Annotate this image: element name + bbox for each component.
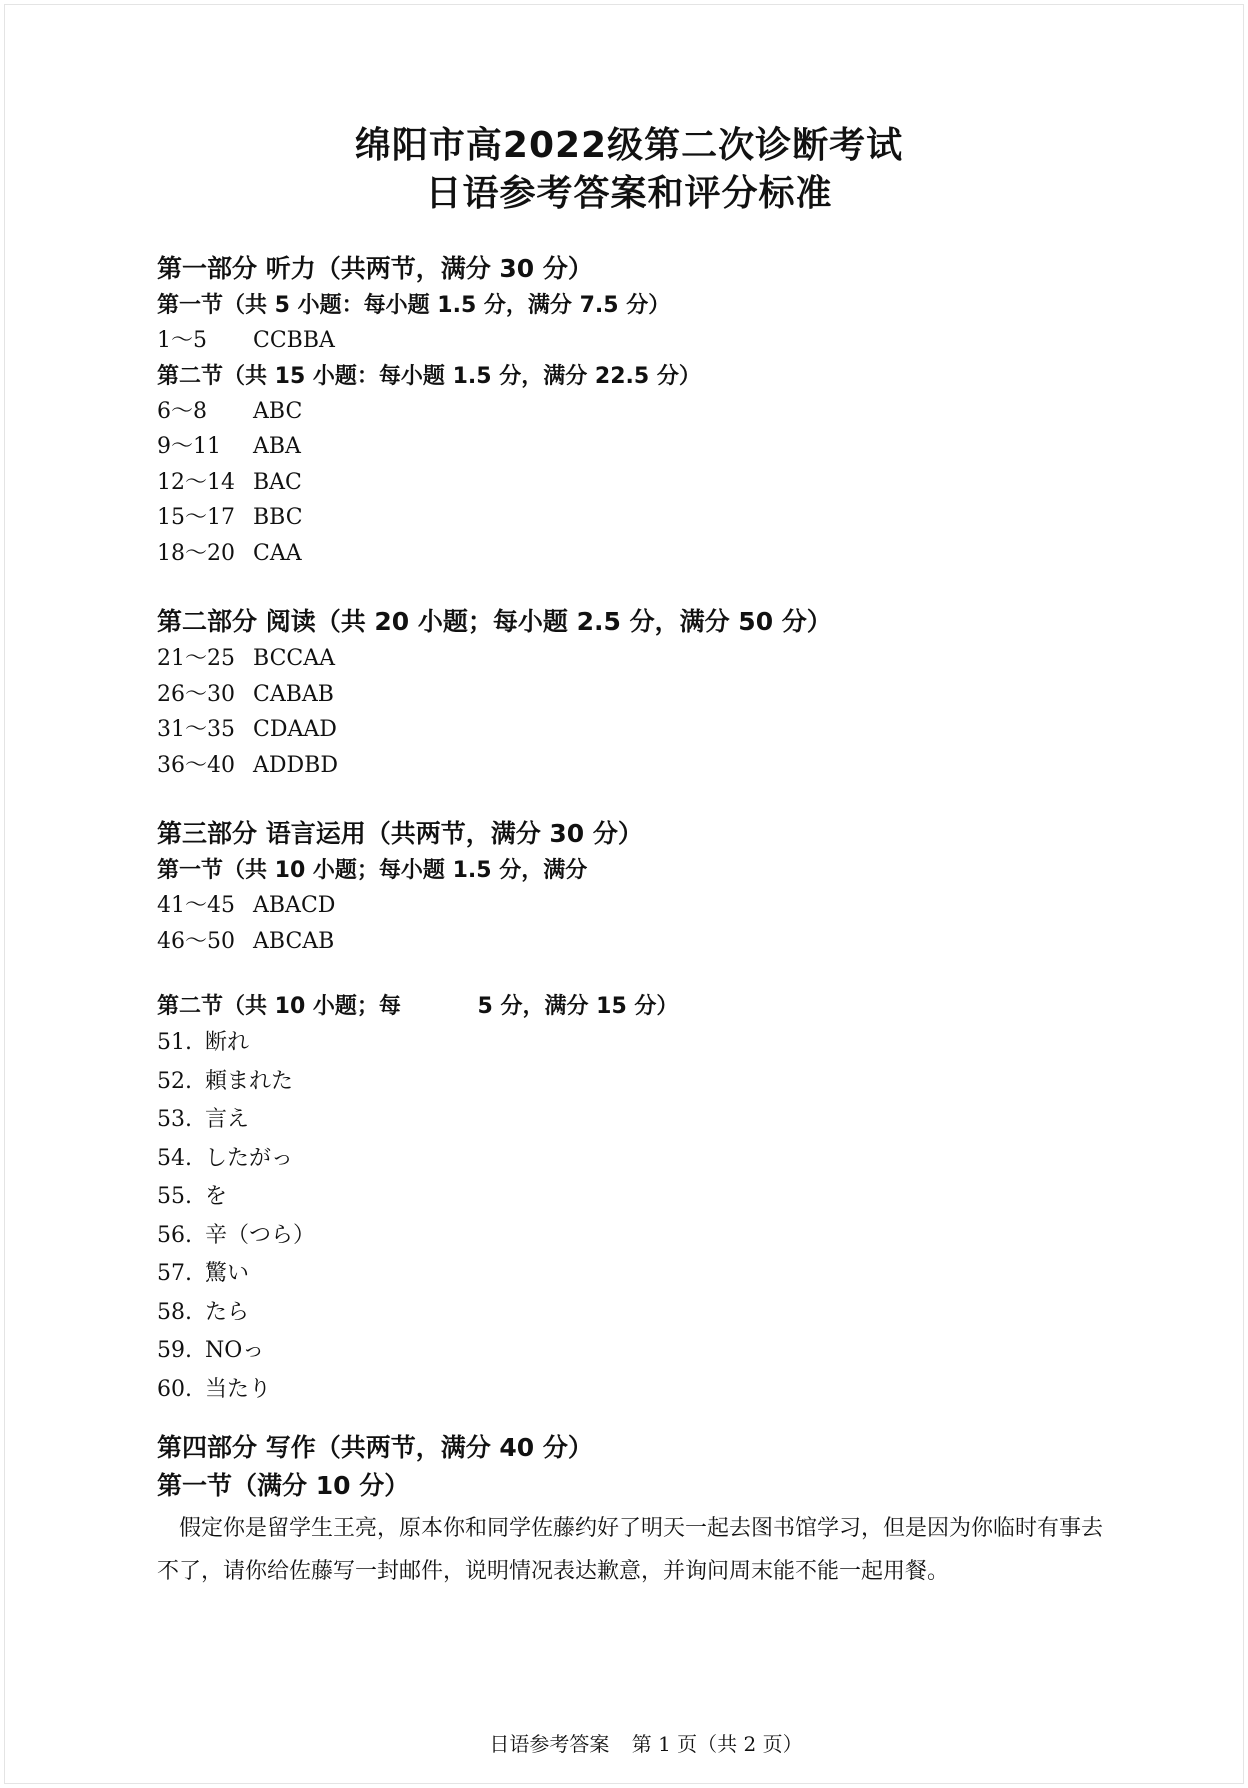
exam-title: 绵阳市高2022级第二次诊断考试 — [354, 125, 904, 166]
answer-key: BAC — [253, 469, 302, 495]
answer-key: ABCAB — [253, 928, 335, 954]
fill-answer-item — [157, 1294, 1107, 1333]
fill-answer-item — [157, 1101, 1107, 1140]
fill-answer-item — [157, 1140, 1107, 1179]
part1-heading: 第一部分 听力（共两节，满分 30 分） — [157, 254, 593, 283]
fill-answer-item — [157, 1255, 1107, 1294]
question-range: 1～5 — [157, 328, 207, 353]
question-range: 31～35 — [157, 717, 235, 742]
answer-row — [157, 500, 1107, 536]
item-number: 59. — [157, 1338, 192, 1363]
part3-heading: 第三部分 语言运用（共两节，满分 30 分） — [157, 819, 643, 848]
fill-answer-item — [157, 1063, 1107, 1102]
answer-row — [157, 712, 1107, 748]
question-range: 36～40 — [157, 752, 235, 778]
item-number: 52. — [157, 1068, 192, 1094]
answer-key: ABA — [253, 434, 301, 459]
item-answer: たら — [205, 1299, 250, 1325]
question-range: 12～14 — [157, 469, 235, 495]
fill-answer-item — [157, 1217, 1107, 1256]
part1-section1-heading: 第一节（共 5 小题：每小题 1.5 分，满分 7.5 分） — [157, 293, 671, 318]
spacer — [157, 959, 1107, 989]
answer-row — [157, 641, 1107, 677]
item-answer: 言え — [205, 1107, 250, 1132]
spacer — [157, 783, 1107, 815]
answer-key: CAA — [253, 540, 302, 566]
answer-key: CCBBA — [253, 328, 335, 353]
answer-row — [157, 323, 1107, 359]
part4-heading: 第四部分 写作（共两节，满分 40 分） — [157, 1433, 593, 1462]
fill-answer-item — [157, 1332, 1107, 1371]
answer-key: BCCAA — [253, 646, 336, 671]
item-answer: 当たり — [205, 1376, 272, 1402]
item-number: 58. — [157, 1299, 192, 1325]
writing-prompt: 假定你是留学生王亮，原本你和同学佐藤约好了明天一起去图书馆学习，但是因为你临时有事去不了，请你给佐藤写一封邮件，说明情况表达歉意，并询问周末能不能一起用餐。 — [157, 1516, 1104, 1584]
answer-key: ABACD — [253, 893, 336, 918]
fill-answer-item — [157, 1178, 1107, 1217]
item-answer: 驚い — [205, 1261, 250, 1286]
question-range: 26～30 — [157, 681, 235, 707]
answer-row — [157, 394, 1107, 430]
answer-row — [157, 748, 1107, 784]
answer-row — [157, 924, 1107, 960]
footer-doc-name: 日语参考答案 — [489, 1732, 610, 1756]
exam-subtitle: 日语参考答案和评分标准 — [425, 173, 833, 214]
title-block — [0, 122, 1248, 218]
item-answer: を — [205, 1184, 228, 1209]
item-answer: したがっ — [205, 1145, 294, 1171]
answer-row — [157, 677, 1107, 713]
fill-answer-item — [157, 1024, 1107, 1063]
item-number: 53. — [157, 1107, 192, 1132]
question-range: 15～17 — [157, 505, 235, 530]
item-answer: 断れ — [205, 1030, 250, 1055]
answer-key: ADDBD — [253, 752, 338, 778]
spacer — [157, 571, 1107, 603]
item-number: 56. — [157, 1222, 192, 1248]
part2-heading: 第二部分 阅读（共 20 小题；每小题 2.5 分，满分 50 分） — [157, 607, 832, 636]
item-number: 51. — [157, 1030, 192, 1055]
part1-section2-heading: 第二节（共 15 小题：每小题 1.5 分，满分 22.5 分） — [157, 363, 701, 389]
answer-key: CDAAD — [253, 717, 337, 742]
part3-section2-heading: 第二节（共 10 小题；每 5 分，满分 15 分） — [157, 994, 679, 1019]
answer-key: CABAB — [253, 681, 334, 707]
part4-section1-heading: 第一节（满分 10 分） — [157, 1471, 410, 1500]
page-footer — [0, 1730, 1248, 1758]
spacer — [157, 1409, 1107, 1429]
answer-row — [157, 429, 1107, 465]
item-number: 60. — [157, 1376, 192, 1402]
item-answer: NOっ — [205, 1338, 265, 1363]
answer-content — [157, 250, 1107, 1593]
footer-page-number: 第 1 页（共 2 页） — [631, 1732, 803, 1756]
item-number: 54. — [157, 1145, 192, 1171]
item-number: 55. — [157, 1184, 192, 1209]
item-answer: 辛（つら） — [205, 1222, 316, 1248]
question-range: 18～20 — [157, 540, 235, 566]
question-range: 21～25 — [157, 646, 235, 671]
question-range: 46～50 — [157, 928, 235, 954]
question-range: 9～11 — [157, 434, 221, 459]
fill-answer-item — [157, 1371, 1107, 1410]
item-number: 57. — [157, 1261, 192, 1286]
answer-key: ABC — [253, 398, 303, 424]
item-answer: 頼まれた — [205, 1068, 294, 1094]
part3-section1-heading: 第一节（共 10 小题；每小题 1.5 分，满分 — [157, 858, 588, 883]
answer-row — [157, 465, 1107, 501]
answer-row — [157, 888, 1107, 924]
question-range: 41～45 — [157, 893, 235, 918]
question-range: 6～8 — [157, 398, 207, 424]
answer-row — [157, 536, 1107, 572]
answer-key: BBC — [253, 505, 303, 530]
